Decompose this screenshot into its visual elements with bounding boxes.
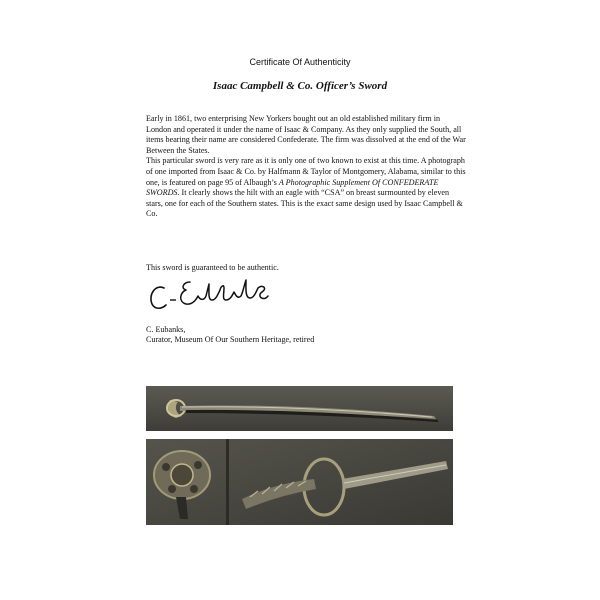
signer-name: C. Eubanks, [146, 325, 186, 334]
rarity-text-end: It clearly shows the hilt with an eagle with “CSA” on breast surmounted by eleven stars, one for each of the Southern states. This is the exact same design used by Isaac Campbell & Co. [146, 188, 463, 219]
certificate-body [146, 114, 466, 220]
book-title: A Photographic Supplement Of CONFEDERATE SWORDS. [146, 177, 439, 198]
rarity-text-start: This particular sword is very rare as it is only one of two known to exist at this time. A photograph of one imported from Isaac & Co. by Halfmann & Taylor of Montgomery, Alabama, similar to this one, is featured on page 95 of Albaugh’s [146, 156, 466, 187]
signer-title: Curator, Museum Of Our Southern Heritage, retired [146, 335, 315, 344]
rarity-paragraph [146, 156, 466, 220]
sword-photo-full [146, 386, 453, 431]
document-heading: Isaac Campbell & Co. Officer’s Sword [212, 80, 388, 92]
sword-photo-hilt-detail [146, 439, 453, 525]
page-title: Certificate Of Authenticity [249, 57, 351, 67]
guarantee-statement: This sword is guaranteed to be authentic. [146, 263, 279, 272]
history-paragraph: Early in 1861, two enterprising New Yorkers bought out an old established military firm in London and operated it under the name of Isaac & Company. As they only supplied the South, all items bearing their name are considered Confederate. The firm was dissolved at the end of the War Between the States. [146, 114, 466, 155]
handwritten-signature [146, 274, 276, 316]
